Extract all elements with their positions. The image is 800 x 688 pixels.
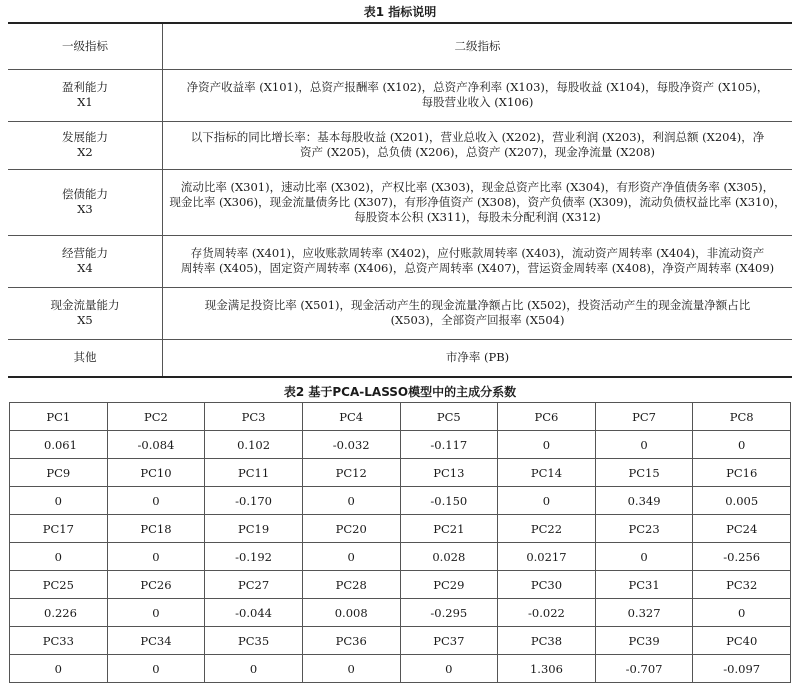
- indicator-cell: [163, 339, 793, 377]
- pc-label-cell: PC8: [693, 403, 791, 431]
- pc-label-cell: PC20: [302, 515, 400, 543]
- pc-label-cell: PC9: [10, 459, 108, 487]
- pc-value-cell: -0.707: [595, 655, 693, 683]
- category-name: 经营能力: [62, 246, 108, 260]
- pc-value-cell: 0.028: [400, 543, 498, 571]
- indicator-line: 资产 (X205)，总负债 (X206)，总资产 (X207)，现金净流量 (X208): [299, 145, 656, 159]
- pc-label-cell: PC1: [10, 403, 108, 431]
- category-cell: [8, 339, 163, 377]
- pc-label-cell: PC40: [693, 627, 791, 655]
- category-cell: [8, 287, 163, 339]
- table-header-row: [8, 23, 792, 69]
- category-name: 现金流量能力: [50, 298, 120, 312]
- pc-label-cell: PC12: [302, 459, 400, 487]
- pc-value-cell: 0: [693, 431, 791, 459]
- pc-label-cell: PC22: [498, 515, 596, 543]
- pc-label-cell: PC27: [205, 571, 303, 599]
- indicator-cell: [163, 287, 793, 339]
- category-code: X4: [77, 261, 93, 275]
- pc-label-cell: PC5: [400, 403, 498, 431]
- pc-value-cell: 0: [107, 543, 205, 571]
- pc-label-cell: PC6: [498, 403, 596, 431]
- pc-label-cell: PC14: [498, 459, 596, 487]
- pc-value-row: [10, 543, 791, 571]
- pc-label-cell: PC21: [400, 515, 498, 543]
- pc-label-row: [10, 515, 791, 543]
- indicator-line: 净资产收益率 (X101)，总资产报酬率 (X102)，总资产净利率 (X103)，每股收益 (X104)，每股净资产 (X105)，: [186, 80, 769, 94]
- pc-label-cell: PC32: [693, 571, 791, 599]
- pc-label-cell: PC10: [107, 459, 205, 487]
- pc-value-row: [10, 655, 791, 683]
- pc-value-cell: 0.327: [595, 599, 693, 627]
- table-row: [8, 287, 792, 339]
- category-code: X2: [77, 145, 93, 159]
- pc-label-cell: PC37: [400, 627, 498, 655]
- pc-label-cell: PC19: [205, 515, 303, 543]
- pc-label-cell: PC29: [400, 571, 498, 599]
- category-cell: [8, 169, 163, 235]
- pc-value-cell: 0: [107, 655, 205, 683]
- pc-label-cell: PC11: [205, 459, 303, 487]
- pc-value-row: [10, 487, 791, 515]
- pc-label-cell: PC26: [107, 571, 205, 599]
- category-code: X3: [77, 202, 93, 216]
- table2-caption: 表2 基于PCA-LASSO模型中的主成分系数: [283, 385, 517, 399]
- pc-value-cell: -0.256: [693, 543, 791, 571]
- indicator-line: 现金满足投资比率 (X501)，现金活动产生的现金流量净额占比 (X502)，投资活动产生的现金流量净额占比: [204, 298, 751, 312]
- pc-value-cell: 0: [205, 655, 303, 683]
- category-name: 偿债能力: [62, 187, 108, 201]
- pc-value-cell: 0.226: [10, 599, 108, 627]
- indicator-line: 每股营业收入 (X106): [421, 95, 534, 109]
- category-cell: [8, 69, 163, 121]
- pc-label-cell: PC35: [205, 627, 303, 655]
- pc-value-cell: -0.097: [693, 655, 791, 683]
- pc-label-row: [10, 571, 791, 599]
- pc-value-cell: -0.117: [400, 431, 498, 459]
- indicator-line: 存货周转率 (X401)，应收账款周转率 (X402)，应付账款周转率 (X403)，流动资产周转率 (X404)，非流动资产: [190, 246, 765, 260]
- pc-value-cell: 0: [595, 431, 693, 459]
- pc-value-row: [10, 599, 791, 627]
- indicator-cell: [163, 169, 793, 235]
- pc-label-cell: PC39: [595, 627, 693, 655]
- pc-label-cell: PC3: [205, 403, 303, 431]
- pc-value-cell: 0: [498, 431, 596, 459]
- coefficient-table: [9, 402, 791, 683]
- category-cell: [8, 121, 163, 169]
- pc-value-cell: 0: [302, 543, 400, 571]
- indicator-line: 市净率 (PB): [445, 350, 510, 365]
- pc-value-cell: 0: [693, 599, 791, 627]
- pc-label-cell: PC33: [10, 627, 108, 655]
- pc-value-cell: 0: [10, 655, 108, 683]
- table-row: [8, 235, 792, 287]
- pc-value-cell: 0: [595, 543, 693, 571]
- indicator-cell: [163, 121, 793, 169]
- pc-value-row: [10, 431, 791, 459]
- header-secondary-indicator: 二级指标: [163, 23, 793, 69]
- pc-value-cell: -0.170: [205, 487, 303, 515]
- pc-value-cell: -0.150: [400, 487, 498, 515]
- pc-value-cell: 0.349: [595, 487, 693, 515]
- pc-value-cell: 0: [10, 487, 108, 515]
- pc-label-cell: PC38: [498, 627, 596, 655]
- pc-label-cell: PC16: [693, 459, 791, 487]
- pc-label-cell: PC30: [498, 571, 596, 599]
- pc-value-cell: -0.032: [302, 431, 400, 459]
- table1-caption: 表1 指标说明: [363, 5, 437, 19]
- pc-value-cell: 0: [107, 599, 205, 627]
- pc-value-cell: -0.192: [205, 543, 303, 571]
- indicator-line: 每股资本公积 (X311)，每股未分配利润 (X312): [354, 209, 601, 224]
- indicator-table: [8, 22, 792, 378]
- pc-value-cell: -0.044: [205, 599, 303, 627]
- category-code: X5: [77, 313, 93, 327]
- pc-value-cell: -0.295: [400, 599, 498, 627]
- pc-value-cell: 0.008: [302, 599, 400, 627]
- pc-value-cell: 0: [302, 655, 400, 683]
- pc-label-cell: PC31: [595, 571, 693, 599]
- pc-label-row: [10, 459, 791, 487]
- indicator-line: 以下指标的同比增长率：基本每股收益 (X201)，营业总收入 (X202)，营业利润 (X203)，利润总额 (X204)，净: [190, 130, 765, 144]
- pc-value-cell: 0: [10, 543, 108, 571]
- category-cell: [8, 235, 163, 287]
- pc-label-row: [10, 627, 791, 655]
- pc-label-cell: PC15: [595, 459, 693, 487]
- pc-value-cell: 0: [498, 487, 596, 515]
- pc-label-cell: PC23: [595, 515, 693, 543]
- pc-label-cell: PC4: [302, 403, 400, 431]
- indicator-cell: [163, 235, 793, 287]
- pc-value-cell: 0.102: [205, 431, 303, 459]
- pc-value-cell: 0.005: [693, 487, 791, 515]
- pc-label-cell: PC17: [10, 515, 108, 543]
- category-name: 其他: [73, 350, 97, 365]
- pc-label-cell: PC2: [107, 403, 205, 431]
- indicator-line: (X503)，全部资产回报率 (X504): [390, 313, 565, 327]
- pc-label-cell: PC18: [107, 515, 205, 543]
- pc-value-cell: 0: [107, 487, 205, 515]
- pc-label-cell: PC34: [107, 627, 205, 655]
- header-primary-indicator: 一级指标: [8, 23, 163, 69]
- pc-value-cell: 0: [400, 655, 498, 683]
- pc-label-cell: PC24: [693, 515, 791, 543]
- indicator-line: 周转率 (X405)，固定资产周转率 (X406)，总资产周转率 (X407)，营运资金周转率 (X408)，净资产周转率 (X409): [180, 261, 775, 275]
- pc-label-cell: PC7: [595, 403, 693, 431]
- pc-value-cell: -0.022: [498, 599, 596, 627]
- pc-value-cell: 0.0217: [498, 543, 596, 571]
- table-row: [8, 69, 792, 121]
- indicator-cell: [163, 69, 793, 121]
- category-name: 发展能力: [62, 130, 108, 144]
- pc-label-cell: PC36: [302, 627, 400, 655]
- pc-value-cell: 0: [302, 487, 400, 515]
- indicator-line: 流动比率 (X301)，速动比率 (X302)，产权比率 (X303)，现金总资产比率 (X304)，有形资产净值债务率 (X305)，: [180, 179, 775, 194]
- pc-value-cell: 1.306: [498, 655, 596, 683]
- pc-label-cell: PC25: [10, 571, 108, 599]
- indicator-line: 现金比率 (X306)，现金流量债务比 (X307)，有形净值资产 (X308)，资产负债率 (X309)，流动负债权益比率 (X310)，: [169, 194, 786, 209]
- pc-value-cell: -0.084: [107, 431, 205, 459]
- pc-label-cell: PC28: [302, 571, 400, 599]
- table-row: [8, 339, 792, 377]
- table-row: [8, 121, 792, 169]
- pc-label-cell: PC13: [400, 459, 498, 487]
- table-row: [8, 169, 792, 235]
- category-name: 盈利能力: [62, 80, 108, 94]
- pc-label-row: [10, 403, 791, 431]
- pc-value-cell: 0.061: [10, 431, 108, 459]
- category-code: X1: [77, 95, 93, 109]
